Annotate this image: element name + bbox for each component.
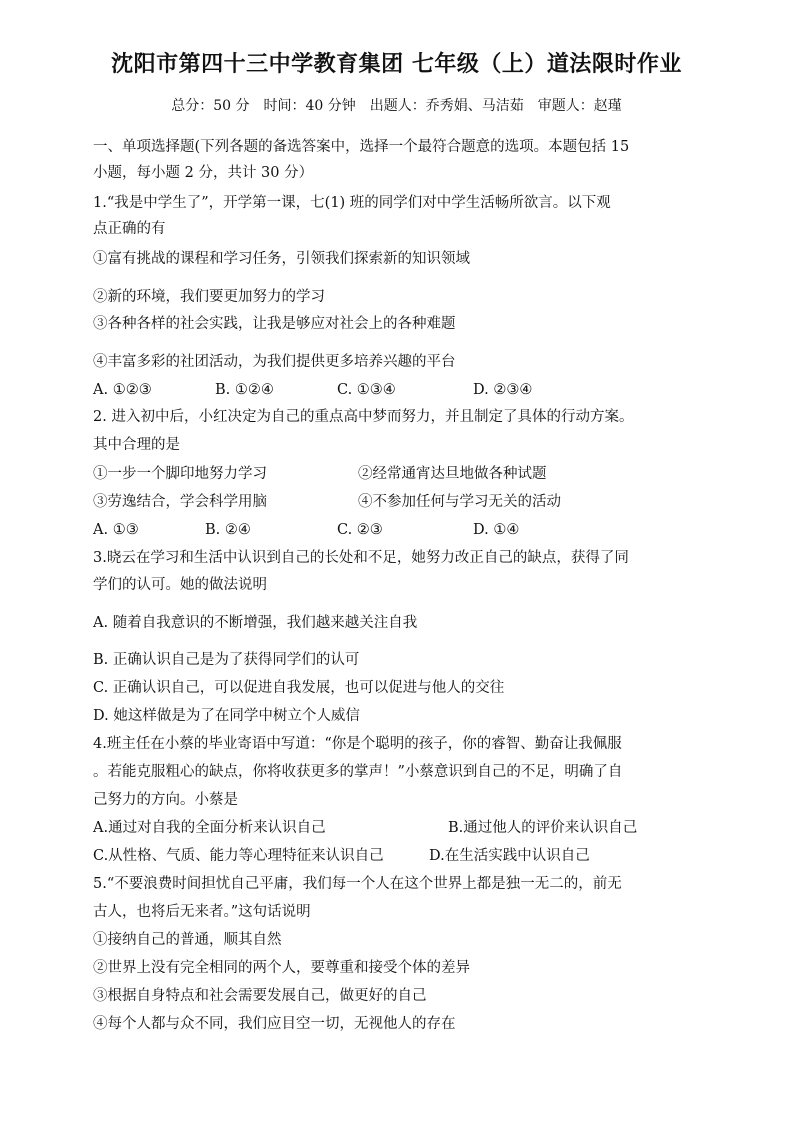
q3-option-b: B. 正确认识自己是为了获得同学们的认可 [93,652,360,668]
q5-stem-line2: 古人，也将后无来者。”这句话说明 [93,904,311,920]
q4-stem-line1: 4.班主任在小蔡的毕业寄语中写道：“你是个聪明的孩子，你的睿智、勤奋让我佩服 [93,736,622,752]
q5-statement-2: ②世界上没有完全相同的两个人，要尊重和接受个体的差异 [93,960,470,976]
q1-stem-line2: 点正确的有 [93,221,166,237]
q3-stem-line1: 3.晓云在学习和生活中认识到自己的长处和不足，她努力改正自己的缺点，获得了同 [93,550,629,566]
q1-option-a: A. ①②③ [93,382,152,398]
q3-stem-line2: 学们的认可。她的做法说明 [93,577,267,593]
q4-option-d: D.在生活实践中认识自己 [429,848,590,864]
q4-option-b: B.通过他人的评价来认识自己 [448,820,638,836]
q2-stem-line2: 其中合理的是 [93,437,180,453]
q2-statement-4: ④不参加任何与学习无关的活动 [358,494,561,510]
q5-statement-4: ④每个人都与众不同，我们应目空一切，无视他人的存在 [93,1016,456,1032]
q1-statement-4: ④丰富多彩的社团活动，为我们提供更多培养兴趣的平台 [93,354,456,370]
q2-option-a: A. ①③ [93,522,139,538]
q2-statement-1: ①一步一个脚印地努力学习 [93,466,267,482]
exam-meta: 总分：50 分 时间：40 分钟 出题人：乔秀娟、马洁茹 审题人：赵瑾 [171,98,622,114]
q1-statement-3: ③各种各样的社会实践，让我是够应对社会上的各种难题 [93,316,456,332]
q2-statement-3: ③劳逸结合，学会科学用脑 [93,494,267,510]
q3-option-d: D. 她这样做是为了在同学中树立个人威信 [93,708,360,724]
q2-statement-2: ②经常通宵达旦地做各种试题 [358,466,547,482]
q1-option-d: D. ②③④ [473,382,533,398]
q2-option-b: B. ②④ [205,522,251,538]
page-title: 沈阳市第四十三中学教育集团 七年级（上）道法限时作业 [111,51,682,77]
q5-statement-3: ③根据自身特点和社会需要发展自己，做更好的自己 [93,988,427,1004]
q3-option-a: A. 随着自我意识的不断增强，我们越来越关注自我 [93,615,418,631]
q1-option-b: B. ①②④ [215,382,274,398]
q5-stem-line1: 5.“不要浪费时间担忧自己平庸，我们每一个人在这个世界上都是独一无二的，前无 [93,876,622,892]
section-heading-line2: 小题，每小题 2 分，共计 30 分） [93,165,314,181]
q2-stem-line1: 2. 进入初中后，小红决定为自己的重点高中梦而努力，并且制定了具体的行动方案。 [93,409,634,425]
q4-stem-line2: 。若能克服粗心的缺点，你将收获更多的掌声！”小蔡意识到自己的不足，明确了自 [93,764,623,780]
q1-statement-2: ②新的环境，我们要更加努力的学习 [93,289,325,305]
q3-option-c: C. 正确认识自己，可以促进自我发展，也可以促进与他人的交往 [93,680,505,696]
q2-option-d: D. ①④ [473,522,520,538]
q4-option-a: A.通过对自我的全面分析来认识自己 [93,820,326,836]
q1-statement-1: ①富有挑战的课程和学习任务，引领我们探索新的知识领域 [93,251,470,267]
q4-stem-line3: 己努力的方向。小蔡是 [93,792,238,808]
section-heading-line1: 一、单项选择题(下列各题的备选答案中，选择一个最符合题意的选项。本题包括 15 [93,139,630,155]
q2-option-c: C. ②③ [337,522,383,538]
q1-option-c: C. ①③④ [337,382,396,398]
q5-statement-1: ①接纳自己的普通，顺其自然 [93,932,282,948]
q1-stem-line1: 1.“我是中学生了”，开学第一课，七(1) 班的同学们对中学生活畅所欲言。以下观 [93,195,611,211]
q4-option-c: C.从性格、气质、能力等心理特征来认识自己 [93,848,384,864]
